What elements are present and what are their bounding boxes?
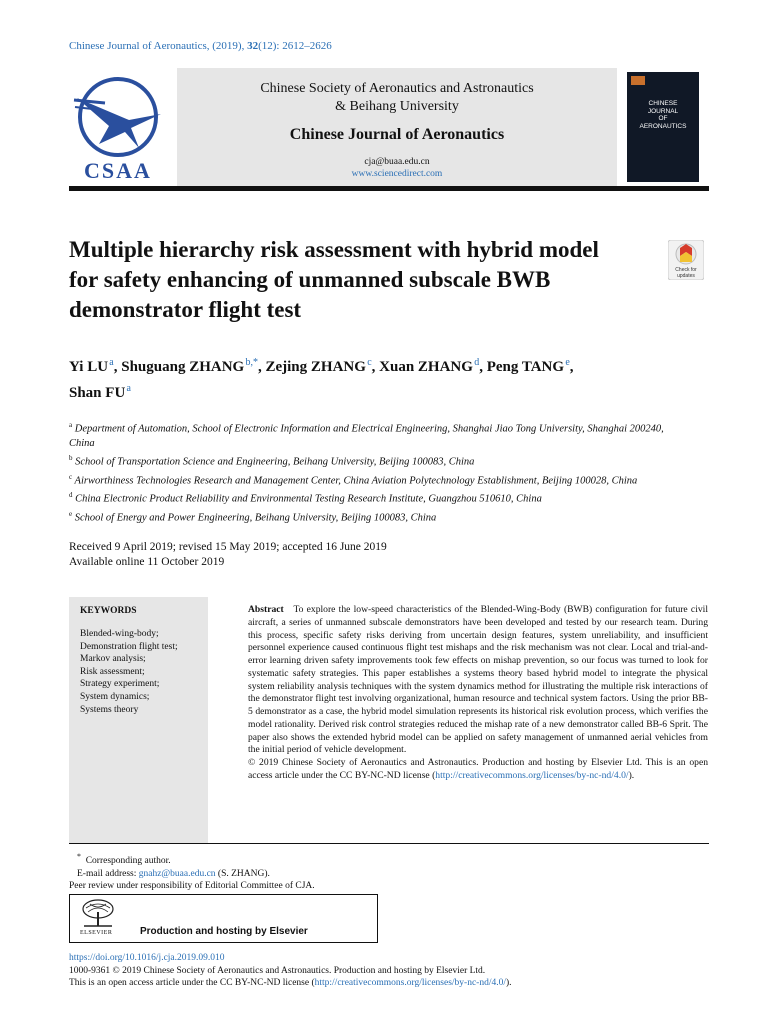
publisher-banner <box>177 68 617 186</box>
author: Zejing ZHANG $^c$, <box>265 357 380 375</box>
footer-license-link[interactable]: http://creativecommons.org/licenses/by-nc-nd/4.0/ <box>314 978 506 988</box>
article-history <box>69 540 387 569</box>
abstract-divider <box>69 843 709 844</box>
author-affil-ref[interactable]: c <box>367 357 372 368</box>
affiliation: $^a$ Department of Automation, School of Electronic Information and Electrical Engineering, Shanghai Jiao Tong University, Shanghai 200240, China <box>69 421 664 449</box>
author-affil-ref[interactable]: a <box>109 357 114 368</box>
keyword: Blended-wing-body; <box>80 629 159 639</box>
affiliation: $^c$ Airworthiness Technologies Research and Management Center, China Aviation Polytechnology Establishment, Beijing 100028, China <box>69 472 638 487</box>
citation-volume: 32 <box>247 40 259 52</box>
affiliation: $^e$ School of Energy and Power Engineering, Beihang University, Beijing 100083, China <box>69 510 437 524</box>
citation-prefix: Chinese Journal of Aeronautics, (2019), <box>69 40 248 52</box>
cover-publisher-logo <box>631 76 645 85</box>
open-access-note: This is an open access article under the CC BY-NC-ND license (http://creativecommons.org/licenses/by-nc-nd/4.0/). <box>69 978 512 988</box>
author: Yi LU $^a$, <box>69 357 122 375</box>
elsevier-production-box <box>69 894 378 943</box>
author-affil-ref[interactable]: d <box>474 357 480 368</box>
elsevier-wordmark: ELSEVIER <box>80 930 113 936</box>
author: Shuguang ZHANG $^{b,*}$, <box>121 357 266 375</box>
keyword: Risk assessment; <box>80 666 145 677</box>
abstract-label: Abstract <box>248 604 284 615</box>
keyword: Systems theory <box>80 704 139 715</box>
author-affil-ref[interactable]: e <box>565 357 570 368</box>
journal-header <box>69 68 709 186</box>
keywords-list <box>80 628 178 716</box>
doi-link[interactable]: https://doi.org/10.1016/j.cja.2019.09.010 <box>69 953 225 963</box>
abstract-section <box>248 604 708 783</box>
author-affil-ref[interactable]: b,* <box>245 357 258 368</box>
article-footer <box>69 952 512 990</box>
abstract-body <box>248 604 708 757</box>
csaa-logo <box>69 70 167 182</box>
keywords-panel <box>69 597 208 843</box>
society-name-line1: Chinese Society of Aeronautics and Astronautics <box>260 81 534 96</box>
svg-text:updates: updates <box>677 273 695 279</box>
society-name-line2: & Beihang University <box>335 99 459 114</box>
affiliation: $^d$ China Electronic Product Reliability and Environmental Testing Research Institute, Guangzhou 510610, China <box>69 491 542 505</box>
citation-rest: (12): 2612–2626 <box>258 40 332 52</box>
author: Peng TANG $^e$, <box>486 357 574 375</box>
svg-text:Check for: Check for <box>675 267 697 273</box>
keyword: Strategy experiment; <box>80 679 160 690</box>
abstract-copyright: © 2019 Chinese Society of Aeronautics and Astronautics. Production and hosting by Elsevier Ltd. This is an open access article under the CC BY-NC-ND license (http://creativecommons.org/licenses/by-nc-nd/4.0/). <box>248 757 708 781</box>
abstract-text: To explore the low-speed characteristics of the Blended-Wing-Body (BWB) configuration for future civil aircraft, a series of unmanned subscale demonstrators have been developed and tested by our research team. During this process, specific safety risks deriving from uncertain design features, system unreliability, and insufficient personnel experience caused continuous flight test mishaps and the risk mechanism was not clear. Local and trial-and-error learning driven safety improvements took few effects on mishap prevention, so our focus was turned to look for systematic safety strategies. This paper establishes a systems theory based hybrid model to integrate the physical system reliability analysis techniques with the system dynamics method for illustrating the multiple risk interactions of the demonstrator flight test involving organizational, human resource and technical system factors. Using the prior BB-5 demonstrator as a case, the hybrid model simulation represents its historical risk evolution process, which verifies the model rationality. Derived risk control strategies reduced the mishap rate of a new demonstrator called BB-6 Sprit. The paper also shows the extended hybrid model can be applied on safety management of unmanned aerial vehicles from the initial period of vehicle development. <box>248 604 708 756</box>
email-note: E-mail address: gnahz@buaa.edu.cn (S. ZHANG). <box>77 868 270 879</box>
production-hosting-label: Production and hosting by Elsevier <box>140 926 308 937</box>
check-for-updates-icon[interactable] <box>668 240 704 280</box>
author-email-link[interactable]: gnahz@buaa.edu.cn <box>138 868 216 879</box>
author-list <box>69 352 719 404</box>
keyword: Markov analysis; <box>80 654 146 665</box>
logo-wordmark: CSAA <box>84 158 152 182</box>
article-title: Multiple hierarchy risk assessment with hybrid model for safety enhancing of unmanned subscale BWB demonstrator flight test <box>69 237 599 322</box>
author: Xuan ZHANG $^d$, <box>379 357 487 375</box>
journal-cover-thumbnail <box>627 72 699 182</box>
peer-review-note: Peer review under responsibility of Editorial Committee of CJA. <box>69 881 315 892</box>
license-link[interactable]: http://creativecommons.org/licenses/by-nc-nd/4.0/ <box>435 769 629 781</box>
keyword: Demonstration flight test; <box>80 641 178 652</box>
journal-website-link[interactable]: www.sciencedirect.com <box>351 169 443 179</box>
issn-copyright: 1000-9361 © 2019 Chinese Society of Aeronautics and Astronautics. Production and hosting by Elsevier Ltd. <box>69 965 486 976</box>
received-dates: Received 9 April 2019; revised 15 May 2019; accepted 16 June 2019 <box>69 541 387 553</box>
footnotes <box>69 851 315 893</box>
journal-citation[interactable] <box>69 40 332 52</box>
author: Shan FU $^a$ <box>69 383 131 401</box>
corresponding-author-note: * Corresponding author. <box>77 852 171 867</box>
header-divider <box>69 186 709 191</box>
keyword: System dynamics; <box>80 691 150 702</box>
online-date: Available online 11 October 2019 <box>69 555 225 568</box>
cover-title: CHINESE JOURNAL OF AERONAUTICS <box>639 100 687 130</box>
journal-name: Chinese Journal of Aeronautics <box>289 126 505 143</box>
affiliation: $^b$ School of Transportation Science and Engineering, Beihang University, Beijing 100083, China <box>69 453 475 468</box>
journal-email: cja@buaa.edu.cn <box>364 157 430 167</box>
elsevier-tree-logo <box>80 898 116 928</box>
keywords-title: KEYWORDS <box>80 606 137 616</box>
author-affil-ref[interactable]: a <box>126 383 131 394</box>
affiliation-list <box>69 418 689 526</box>
